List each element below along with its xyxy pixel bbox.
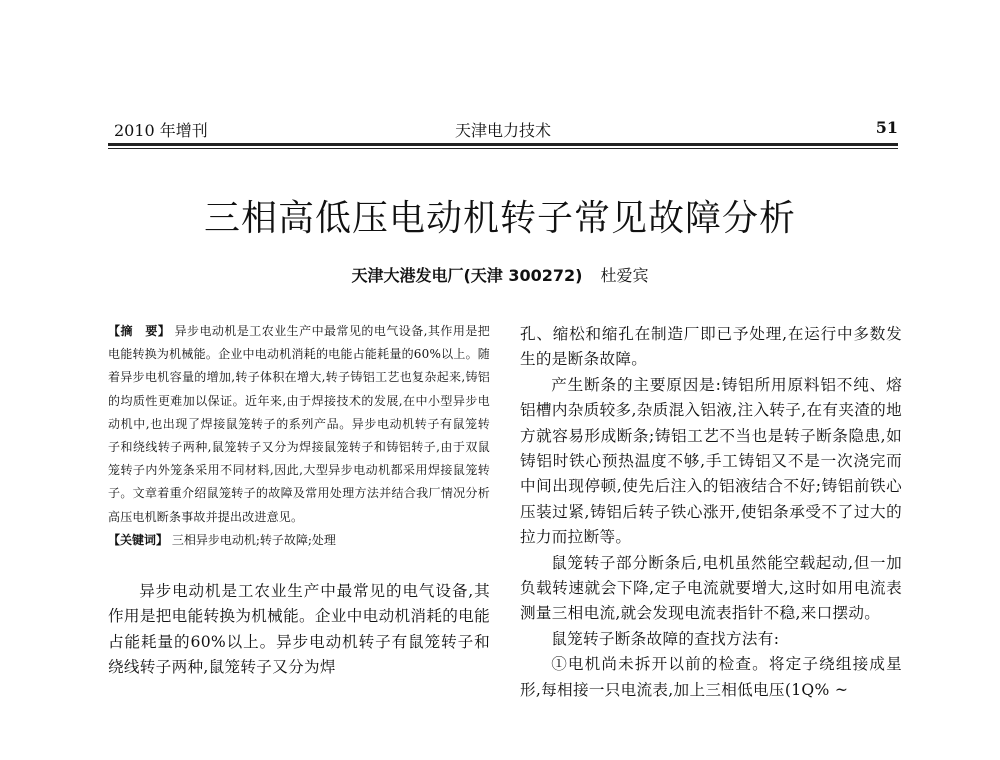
- keywords: [108, 529, 490, 552]
- left-column: [108, 320, 490, 680]
- abstract: [108, 320, 490, 529]
- right-column: [520, 322, 902, 703]
- keywords-text: 三相异步电动机;转子故障;处理: [171, 532, 336, 547]
- body-paragraph: 鼠笼转子部分断条后,电机虽然能空载起动,但一加负载转速就会下降,定子电流就要增大,这时如用电流表测量三相电流,就会发现电流表指针不稳,来口摆动。: [520, 553, 902, 623]
- keywords-label: 【关键词】: [108, 532, 169, 547]
- header-rule-thin: [108, 148, 898, 149]
- author-name: 杜爱宾: [600, 266, 649, 285]
- abstract-text: 异步电动机是工农业生产中最常见的电气设备,其作用是把电能转换为机械能。企业中电动机消耗的电能占能耗量的60%以上。随着异步电机容量的增加,转子体积在增大,转子铸铝工艺也复杂起来,铸铝的均质性更难加以保证。近年来,由于焊接技术的发展,在中小型异步电动机中,也出现了焊接鼠笼转子的系列产品。异步电动机转子有鼠笼转子和绕线转子两种,鼠笼转子又分为焊接鼠笼转子和铸铝转子,由于双鼠笼转子内外笼条采用不同材料,因此,大型异步电动机都采用焊接鼠笼转子。文章着重介绍鼠笼转子的故障及常用处理方法并结合我厂情况分析高压电机断条事故并提出改进意见。: [108, 324, 490, 524]
- header-rule-thick: [108, 143, 898, 146]
- running-header: [108, 118, 898, 142]
- abstract-label: 【摘 要】: [108, 324, 171, 338]
- body-paragraph: 鼠笼转子断条故障的查找方法有:: [551, 629, 780, 648]
- article-title: 三相高低压电动机转子常见故障分析: [203, 198, 796, 239]
- body-paragraph-left: 异步电动机是工农业生产中最常见的电气设备,其作用是把电能转换为机械能。企业中电动机消耗的电能占能耗量的60%以上。异步电动机转子有鼠笼转子和绕线转子两种,鼠笼转子又分为焊: [108, 581, 490, 677]
- byline: [0, 263, 1000, 286]
- affiliation: 天津大港发电厂(天津 300272): [351, 266, 583, 285]
- issue-label: 2010 年增刊: [114, 121, 208, 140]
- journal-name: 天津电力技术: [454, 121, 551, 140]
- page-number: 51: [875, 118, 898, 137]
- body-paragraph: 孔、缩松和缩孔在制造厂即已予处理,在运行中多数发生的是断条故障。: [520, 325, 902, 369]
- body-paragraph: ①电机尚未拆开以前的检查。将定子绕组接成星形,每相接一只电流表,加上三相低电压(1Q% ~: [520, 655, 902, 699]
- body-paragraph: 产生断条的主要原因是:铸铝所用原料铝不纯、熔铝槽内杂质较多,杂质混入铝液,注入转子,在有夹渣的地方就容易形成断条;铸铝工艺不当也是转子断条隐患,如铸铝时铁心预热温度不够,手工铸铝又不是一次浇完而中间出现停顿,使先后注入的铝液结合不好;铸铝前铁心压装过紧,铸铝后转子铁心涨开,使铝条承受不了过大的拉力而拉断等。: [520, 375, 902, 547]
